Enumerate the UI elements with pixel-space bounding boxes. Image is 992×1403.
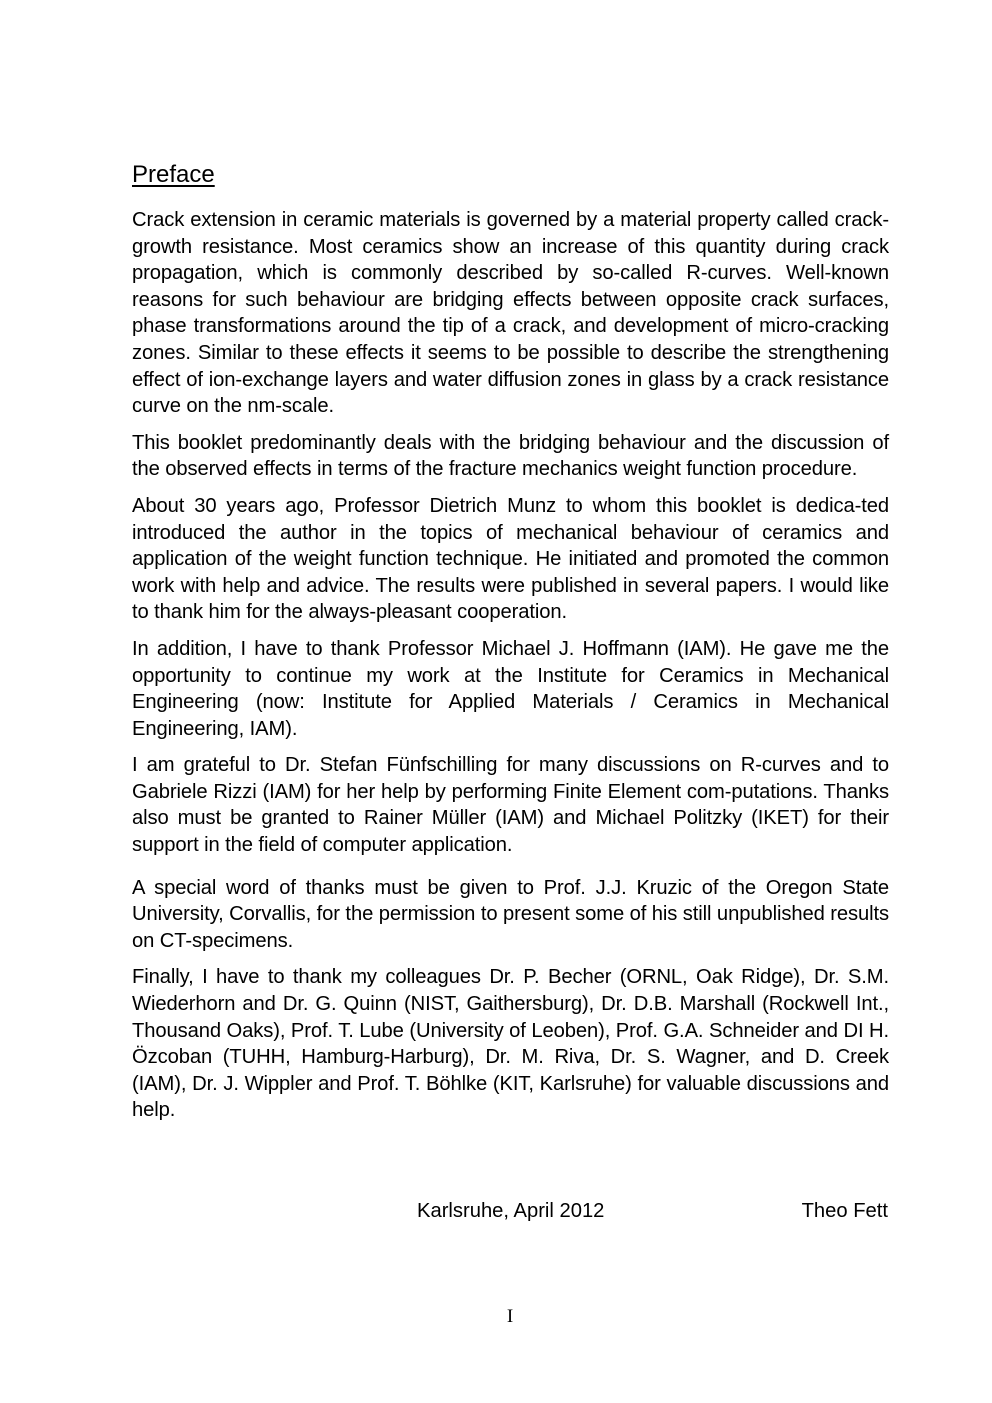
page-title: Preface bbox=[132, 161, 215, 188]
paragraph-intro: Crack extension in ceramic materials is governed by a material property called crack-growth resistance. Most ceramics show an increase of this quantity during crack propagation, which is commonly described by so-called R-curves. Well-known reasons for such behaviour are bridging effects between opposite crack surfaces, phase transformations around the tip of a crack, and development of micro-cracking zones. Similar to these effects it seems to be possible to describe the strengthening effect of ion-exchange layers and water diffusion zones in glass by a crack resistance curve on the nm-scale. bbox=[132, 209, 889, 418]
paragraph-dedication: About 30 years ago, Professor Dietrich Munz to whom this booklet is dedica-ted introduced the author in the topics of mechanical behaviour of ceramics and application of the weight function technique. He initiated and promoted the common work with help and advice. The results were published in several papers. I would like to thank him for the always-pleasant cooperation. bbox=[132, 494, 889, 624]
paragraph-thanks-hoffmann: In addition, I have to thank Professor Michael J. Hoffmann (IAM). He gave me the opportunity to continue my work at the Institute for Ceramics in Mechanical Engineering (now: Institute for Applied Materials / Ceramics in Mechanical Engineering, IAM). bbox=[132, 637, 889, 740]
preface-page bbox=[132, 160, 889, 1134]
signature-place-date: Karlsruhe, April 2012 bbox=[417, 1200, 605, 1222]
page-number: I bbox=[506, 1306, 514, 1327]
paragraph-thanks-colleagues-iam: I am grateful to Dr. Stefan Fünfschilling for many discussions on R-curves and to Gabriele Rizzi (IAM) for her help by performing Finite Element com-putations. Thanks also must be granted to Rainer Müller (IAM) and Michael Politzky (IKET) for their support in the field of computer application. bbox=[132, 754, 889, 857]
paragraph-thanks-final: Finally, I have to thank my colleagues Dr. P. Becher (ORNL, Oak Ridge), Dr. S.M. Wiederhorn and Dr. G. Quinn (NIST, Gaithersburg), Dr. D.B. Marshall (Rockwell Int., Thousand Oaks), Prof. T. Lube (University of Leoben), Prof. G.A. Schneider and DI H. Özcoban (TUHH, Hamburg-Harburg), Dr. M. Riva, Dr. S. Wagner, and D. Creek (IAM), Dr. J. Wippler and Prof. T. Böhlke (KIT, Karlsruhe) for valuable discussions and help. bbox=[132, 966, 889, 1122]
paragraph-booklet-scope: This booklet predominantly deals with the bridging behaviour and the discussion of the observed effects in terms of the fracture mechanics weight function procedure. bbox=[132, 431, 889, 481]
paragraph-thanks-kruzic: A special word of thanks must be given to Prof. J.J. Kruzic of the Oregon State University, Corvallis, for the permission to present some of his still unpublished results on CT-specimens. bbox=[132, 876, 889, 952]
signature-author: Theo Fett bbox=[801, 1200, 888, 1222]
